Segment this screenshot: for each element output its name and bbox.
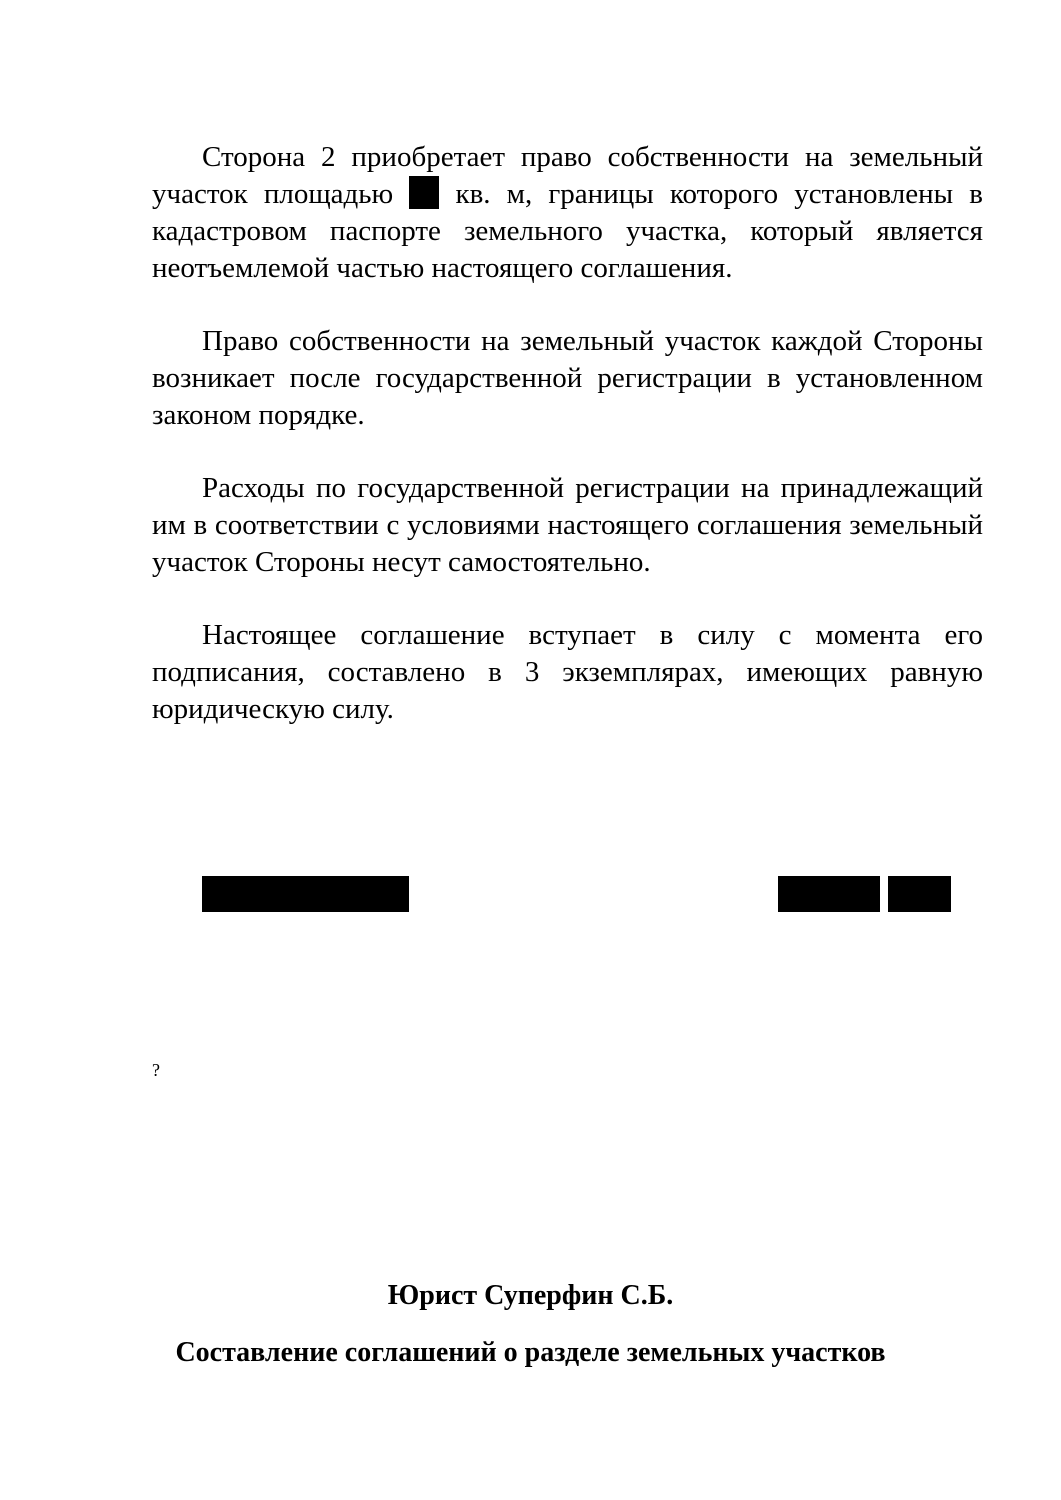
redacted-signature-right-2 [888,876,951,912]
agreement-body [152,139,983,764]
redacted-signature-right-1 [778,876,880,912]
paragraph-registration-expenses: Расходы по государственной регистрации на принадлежащий им в соответствии с условиями настоящего соглашения земельный участок Стороны несут самостоятельно. [152,472,983,578]
redacted-area-value [409,176,439,209]
paragraph-entry-into-force: Настоящее соглашение вступает в силу с момента его подписания, составлено в 3 экземплярах, имеющих равную юридическую силу. [152,619,983,725]
footer-author: Юрист Суперфин С.Б. [387,1280,674,1311]
paragraph-ownership-text-end: кв. м, границы которого установлены в кадастровом паспорте земельного участка, который является неотъемлемой частью настоящего соглашения. [152,178,983,284]
paragraph-ownership-text-start: Сторона 2 приобретает право собственности на земельный участок площадью [152,141,983,210]
page-marker: ? [152,1060,160,1080]
footer-service: Составление соглашений о разделе земельных участков [175,1337,886,1368]
paragraph-ownership-party-2 [152,139,983,287]
paragraph-ownership-registration: Право собственности на земельный участок каждой Стороны возникает после государственной регистрации в установленном законом порядке. [152,325,983,431]
redacted-signature-left [202,876,409,912]
